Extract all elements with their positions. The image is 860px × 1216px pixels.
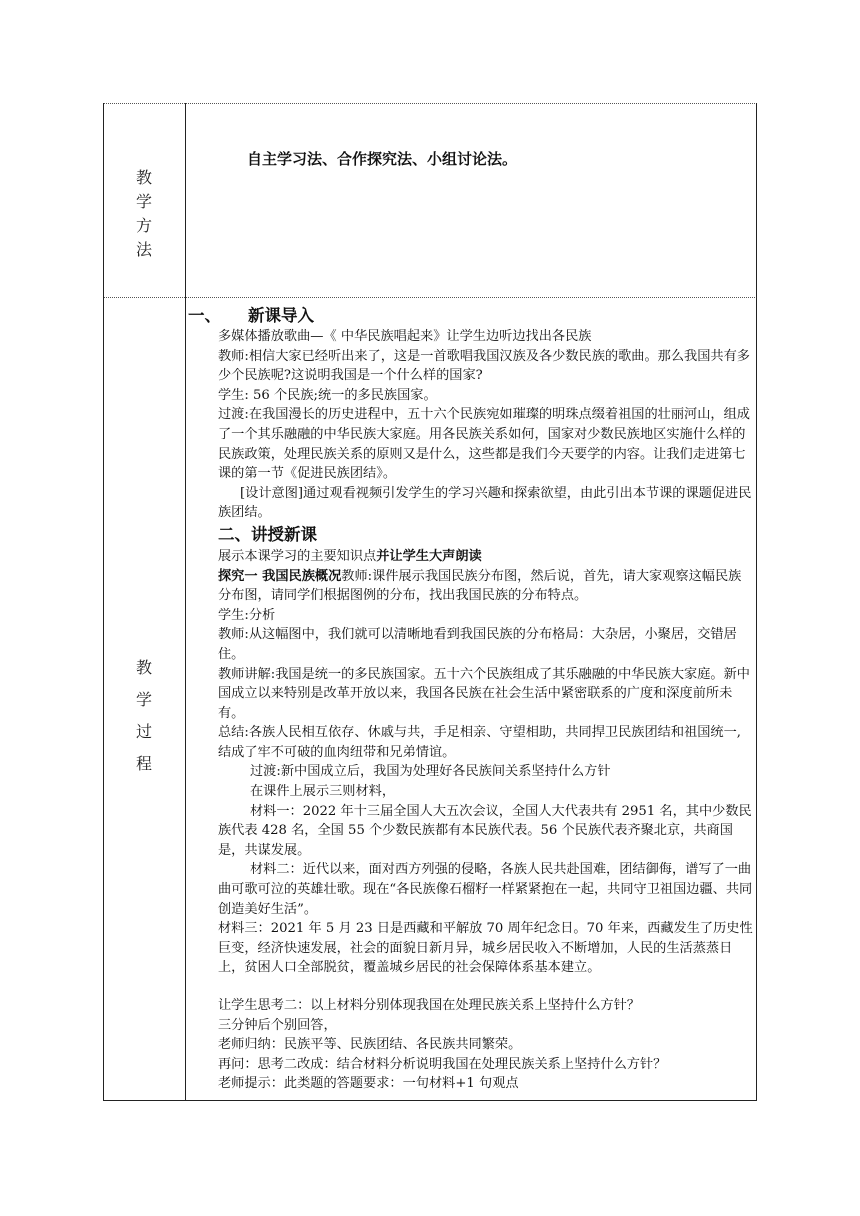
paragraph: 教师讲解:我国是统一的多民族国家。五十六个民族组成了其乐融融的中华民族大家庭。新中国成立以来特别是改革开放以来，我国各民族在社会生活中紧密联系的广度和深度前所未有。 bbox=[218, 666, 750, 721]
section-title: 新课导入 bbox=[248, 306, 314, 325]
paragraph: 三分钟后个别回答， bbox=[218, 1017, 337, 1033]
label-char: 学 bbox=[135, 690, 152, 709]
label-char: 教 bbox=[135, 658, 152, 677]
paragraph: 多媒体播放歌曲—《 中华民族唱起来》让学生边听边找出各民族 bbox=[218, 329, 592, 344]
label-char: 方 bbox=[135, 216, 152, 235]
paragraph: 材料二：近代以来，面对西方列强的侵略，各族人民共赴国难，团结御侮，谱写了一曲曲可歌可泣的英雄壮歌。现在“各民族像石榴籽一样紧紧抱在一起，共同守卫祖国边疆、共同创造美好生活”。 bbox=[218, 862, 753, 917]
section-number: 一、 bbox=[188, 306, 221, 325]
label-char: 教 bbox=[135, 168, 152, 187]
table-top-border bbox=[103, 103, 757, 104]
paragraph: 过渡:在我国漫长的历史进程中，五十六个民族宛如璀璨的明珠点缀着祖国的壮丽河山，组成了一个其乐融融的中华民族大家庭。用各民族关系如何，国家对少数民族地区实施什么样的民族政策，处理民族关系的原则又是什么，这些都是我们今天要学的内容。让我们走进第七课的第一节《促进民族团结》。 bbox=[218, 407, 750, 482]
paragraph bbox=[218, 567, 754, 606]
paragraph: 过渡:新中国成立后，我国为处理好各民族间关系坚持什么方针 bbox=[250, 764, 611, 780]
paragraph-bold-text: 并让学生大声朗读 bbox=[376, 548, 482, 564]
paragraph: 教师:相信大家已经听出来了，这是一首歌唱我国汉族及各少数民族的歌曲。那么我国共有多少个民族呢?这说明我国是一个什么样的国家? bbox=[218, 348, 750, 384]
paragraph-text: 教师:课件展示我国民族分布图，然后说，首先，请大家观察这幅民族分布图，请同学们根据图例的分布，找出我国民族的分布特点。 bbox=[218, 568, 742, 604]
label-char: 程 bbox=[135, 754, 152, 773]
inquiry-heading: 探究一 我国民族概况 bbox=[218, 568, 342, 584]
paragraph: 让学生思考二：以上材料分别体现我国在处理民族关系上坚持什么方针？ bbox=[218, 998, 640, 1013]
table-right-border bbox=[756, 103, 757, 1101]
paragraph: 老师归纳：民族平等、民族团结、各民族共同繁荣。 bbox=[218, 1037, 522, 1053]
blank-line bbox=[218, 978, 754, 996]
paragraph: 学生:分析 bbox=[218, 607, 276, 623]
paragraph: [设计意图]通过观看视频引发学生的学习兴趣和探索欲望，由此引出本节课的课题促进民族团结。 bbox=[218, 485, 752, 521]
section-heading-new-lesson: 二、讲授新课 bbox=[218, 524, 317, 544]
paragraph: 材料三：2021 年 5 月 23 日是西藏和平解放 70 周年纪念日。70 年来，西藏发生了历史性巨变，经济快速发展，社会的面貌日新月异，城乡居民收入不断增加，人民的生活蒸蒸日上，贫困人口全部脱贫，覆盖城乡居民的社会保障体系基本建立。 bbox=[218, 921, 753, 976]
row-label-teaching-method bbox=[104, 166, 184, 262]
row-label-teaching-process bbox=[104, 652, 184, 780]
paragraph: 总结:各族人民相互依存、休戚与共，手足相亲、守望相助，共同捍卫民族团结和祖国统一, 结成了牢不可破的血肉纽带和兄弟情谊。 bbox=[218, 725, 741, 760]
label-char: 法 bbox=[135, 240, 152, 259]
teaching-method-text: 自主学习法、合作探究法、小组讨论法。 bbox=[247, 150, 518, 168]
paragraph-text: 展示本课学习的主要知识点 bbox=[218, 548, 377, 564]
paragraph: 学生: 56 个民族;统一的多民族国家。 bbox=[218, 387, 437, 403]
row-divider bbox=[103, 297, 757, 298]
paragraph: 材料一：2022 年十三届全国人大五次会议，全国人大代表共有 2951 名，其中少数民族代表 428 名，全国 55 个少数民族都有本民族代表。56 个民族代表齐聚北京，共商国是，共谋发展。 bbox=[218, 803, 752, 858]
section-heading-intro bbox=[188, 304, 754, 327]
paragraph: 老师提示：此类题的答题要求：一句材料+1 句观点 bbox=[218, 1076, 519, 1092]
paragraph: 教师:从这幅图中，我们就可以清晰地看到我国民族的分布格局：大杂居，小聚居，交错居住。 bbox=[218, 627, 737, 662]
table-column-divider bbox=[185, 103, 186, 1101]
label-char: 学 bbox=[135, 192, 152, 211]
paragraph: 在课件上展示三则材料， bbox=[250, 784, 396, 800]
paragraph: 再问：思考二改成：结合材料分析说明我国在处理民族关系上坚持什么方针？ bbox=[218, 1056, 667, 1072]
teaching-process-content bbox=[188, 304, 754, 1094]
table-bottom-border bbox=[103, 1100, 757, 1101]
paragraph bbox=[218, 547, 754, 567]
label-char: 过 bbox=[135, 722, 152, 741]
